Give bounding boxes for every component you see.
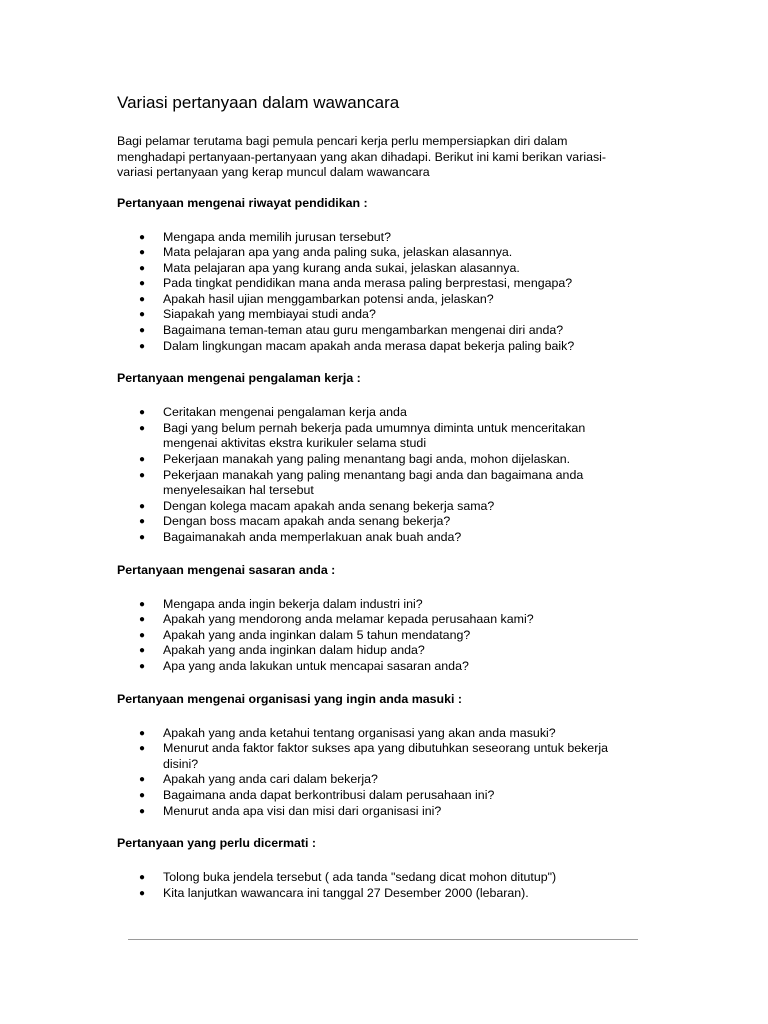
question-text: Tolong buka jendela tersebut ( ada tanda "sedang dicat mohon ditutup") — [163, 870, 557, 885]
list-item — [117, 788, 637, 804]
question-text: Kita lanjutkan wawancara ini tanggal 27 Desember 2000 (lebaran). — [163, 885, 529, 900]
question-text: Mengapa anda ingin bekerja dalam industri ini? — [163, 596, 423, 611]
bullet-icon: ● — [139, 805, 146, 817]
section-organisasi — [117, 691, 637, 820]
list-item — [117, 468, 637, 499]
question-text: Apakah yang anda ketahui tentang organisasi yang akan anda masuki? — [163, 725, 556, 740]
list-item — [117, 276, 637, 292]
bullet-icon: ● — [139, 247, 146, 259]
bullet-icon: ● — [139, 614, 146, 626]
bullet-icon: ● — [139, 262, 146, 274]
bullet-icon: ● — [139, 340, 146, 352]
list-item — [117, 292, 637, 308]
list-item — [117, 628, 637, 644]
question-text: Apakah yang mendorong anda melamar kepada perusahaan kami? — [163, 612, 534, 627]
intro-paragraph: Bagi pelamar terutama bagi pemula pencari kerja perlu mempersiapkan diri dalam menghadapi pertanyaan-pertanyaan yang akan dihadapi. Berikut ini kami berikan variasi-variasi pertanyaan yang kerap muncul dalam wawancara — [117, 134, 607, 179]
bullet-icon: ● — [139, 325, 146, 337]
section-heading: Pertanyaan mengenai sasaran anda : — [117, 562, 336, 577]
question-text: Bagaimana anda dapat berkontribusi dalam perusahaan ini? — [163, 787, 495, 802]
question-text: Bagi yang belum pernah bekerja pada umumnya diminta untuk menceritakan mengenai aktivitas ekstra kurikuler selama studi — [163, 420, 586, 451]
question-text: Apakah yang anda inginkan dalam hidup anda? — [163, 643, 425, 658]
section-pengalaman-kerja — [117, 370, 637, 545]
section-riwayat-pendidikan — [117, 195, 637, 355]
list-item — [117, 612, 637, 628]
list-item — [117, 499, 637, 515]
page-divider — [128, 939, 638, 940]
bullet-icon: ● — [139, 278, 146, 290]
question-text: Siapakah yang membiayai studi anda? — [163, 307, 376, 322]
section-heading: Pertanyaan mengenai pengalaman kerja : — [117, 371, 361, 386]
list-item — [117, 772, 637, 788]
question-text: Apa yang anda lakukan untuk mencapai sasaran anda? — [163, 658, 469, 673]
bullet-icon: ● — [139, 645, 146, 657]
question-list — [117, 405, 637, 545]
question-text: Apakah hasil ujian menggambarkan potensi anda, jelaskan? — [163, 291, 494, 306]
list-item — [117, 323, 637, 339]
bullet-icon: ● — [139, 231, 146, 243]
bullet-icon: ● — [139, 789, 146, 801]
list-item — [117, 452, 637, 468]
question-text: Mengapa anda memilih jurusan tersebut? — [163, 229, 391, 244]
question-text: Menurut anda faktor faktor sukses apa yang dibutuhkan seseorang untuk bekerja disini? — [163, 741, 608, 771]
list-item — [117, 405, 637, 421]
bullet-icon: ● — [139, 727, 146, 739]
list-item — [117, 307, 637, 323]
bullet-icon: ● — [139, 500, 146, 512]
list-item — [117, 804, 637, 820]
list-item — [117, 886, 637, 902]
question-text: Pada tingkat pendidikan mana anda merasa paling berprestasi, mengapa? — [163, 276, 573, 291]
bullet-icon: ● — [139, 532, 146, 543]
question-list — [117, 726, 637, 820]
bullet-icon: ● — [139, 407, 146, 419]
list-item — [117, 741, 637, 772]
bullet-icon: ● — [139, 598, 146, 610]
document-page — [117, 92, 637, 917]
section-sasaran — [117, 562, 637, 675]
bullet-icon: ● — [139, 309, 146, 321]
bullet-icon: ● — [139, 774, 146, 786]
section-heading: Pertanyaan mengenai riwayat pendidikan : — [117, 195, 368, 210]
bullet-icon: ● — [139, 454, 146, 466]
question-text: Dalam lingkungan macam apakah anda merasa dapat bekerja paling baik? — [163, 338, 575, 353]
question-text: Dengan boss macam apakah anda senang bekerja? — [163, 514, 451, 529]
section-perlu-dicermati — [117, 835, 637, 901]
bullet-icon: ● — [139, 469, 146, 481]
list-item — [117, 597, 637, 613]
question-text: Apakah yang anda cari dalam bekerja? — [163, 772, 378, 787]
bullet-icon: ● — [139, 872, 146, 884]
bullet-icon: ● — [139, 516, 146, 528]
list-item — [117, 870, 637, 886]
list-item — [117, 245, 637, 261]
bullet-icon: ● — [139, 887, 146, 899]
list-item — [117, 530, 637, 546]
question-list — [117, 230, 637, 355]
bullet-icon: ● — [139, 293, 146, 305]
question-text: Bagaimana teman-teman atau guru mengambarkan mengenai diri anda? — [163, 323, 564, 338]
section-heading: Pertanyaan yang perlu dicermati : — [117, 836, 317, 851]
list-item — [117, 643, 637, 659]
bullet-icon: ● — [139, 660, 146, 672]
section-heading: Pertanyaan mengenai organisasi yang ingin anda masuki : — [117, 691, 462, 706]
list-item — [117, 261, 637, 277]
bullet-icon: ● — [139, 629, 146, 641]
question-text: Menurut anda apa visi dan misi dari organisasi ini? — [163, 803, 442, 818]
list-item — [117, 726, 637, 742]
bullet-icon: ● — [139, 743, 146, 755]
bullet-icon: ● — [139, 422, 146, 434]
list-item — [117, 421, 637, 452]
list-item — [117, 659, 637, 675]
question-list — [117, 870, 637, 901]
list-item — [117, 230, 637, 246]
question-text: Mata pelajaran apa yang kurang anda sukai, jelaskan alasannya. — [163, 260, 520, 275]
question-text: Dengan kolega macam apakah anda senang bekerja sama? — [163, 498, 495, 513]
list-item — [117, 514, 637, 530]
page-title: Variasi pertanyaan dalam wawancara — [117, 93, 400, 112]
question-text: Bagaimanakah anda memperlakuan anak buah anda? — [163, 530, 462, 544]
question-text: Apakah yang anda inginkan dalam 5 tahun mendatang? — [163, 627, 471, 642]
question-text: Pekerjaan manakah yang paling menantang bagi anda dan bagaimana anda menyelesaikan hal tersebut — [163, 467, 584, 498]
list-item — [117, 339, 637, 355]
question-text: Pekerjaan manakah yang paling menantang bagi anda, mohon dijelaskan. — [163, 452, 571, 467]
question-text: Mata pelajaran apa yang anda paling suka, jelaskan alasannya. — [163, 245, 513, 260]
question-list — [117, 597, 637, 675]
question-text: Ceritakan mengenai pengalaman kerja anda — [163, 405, 407, 420]
